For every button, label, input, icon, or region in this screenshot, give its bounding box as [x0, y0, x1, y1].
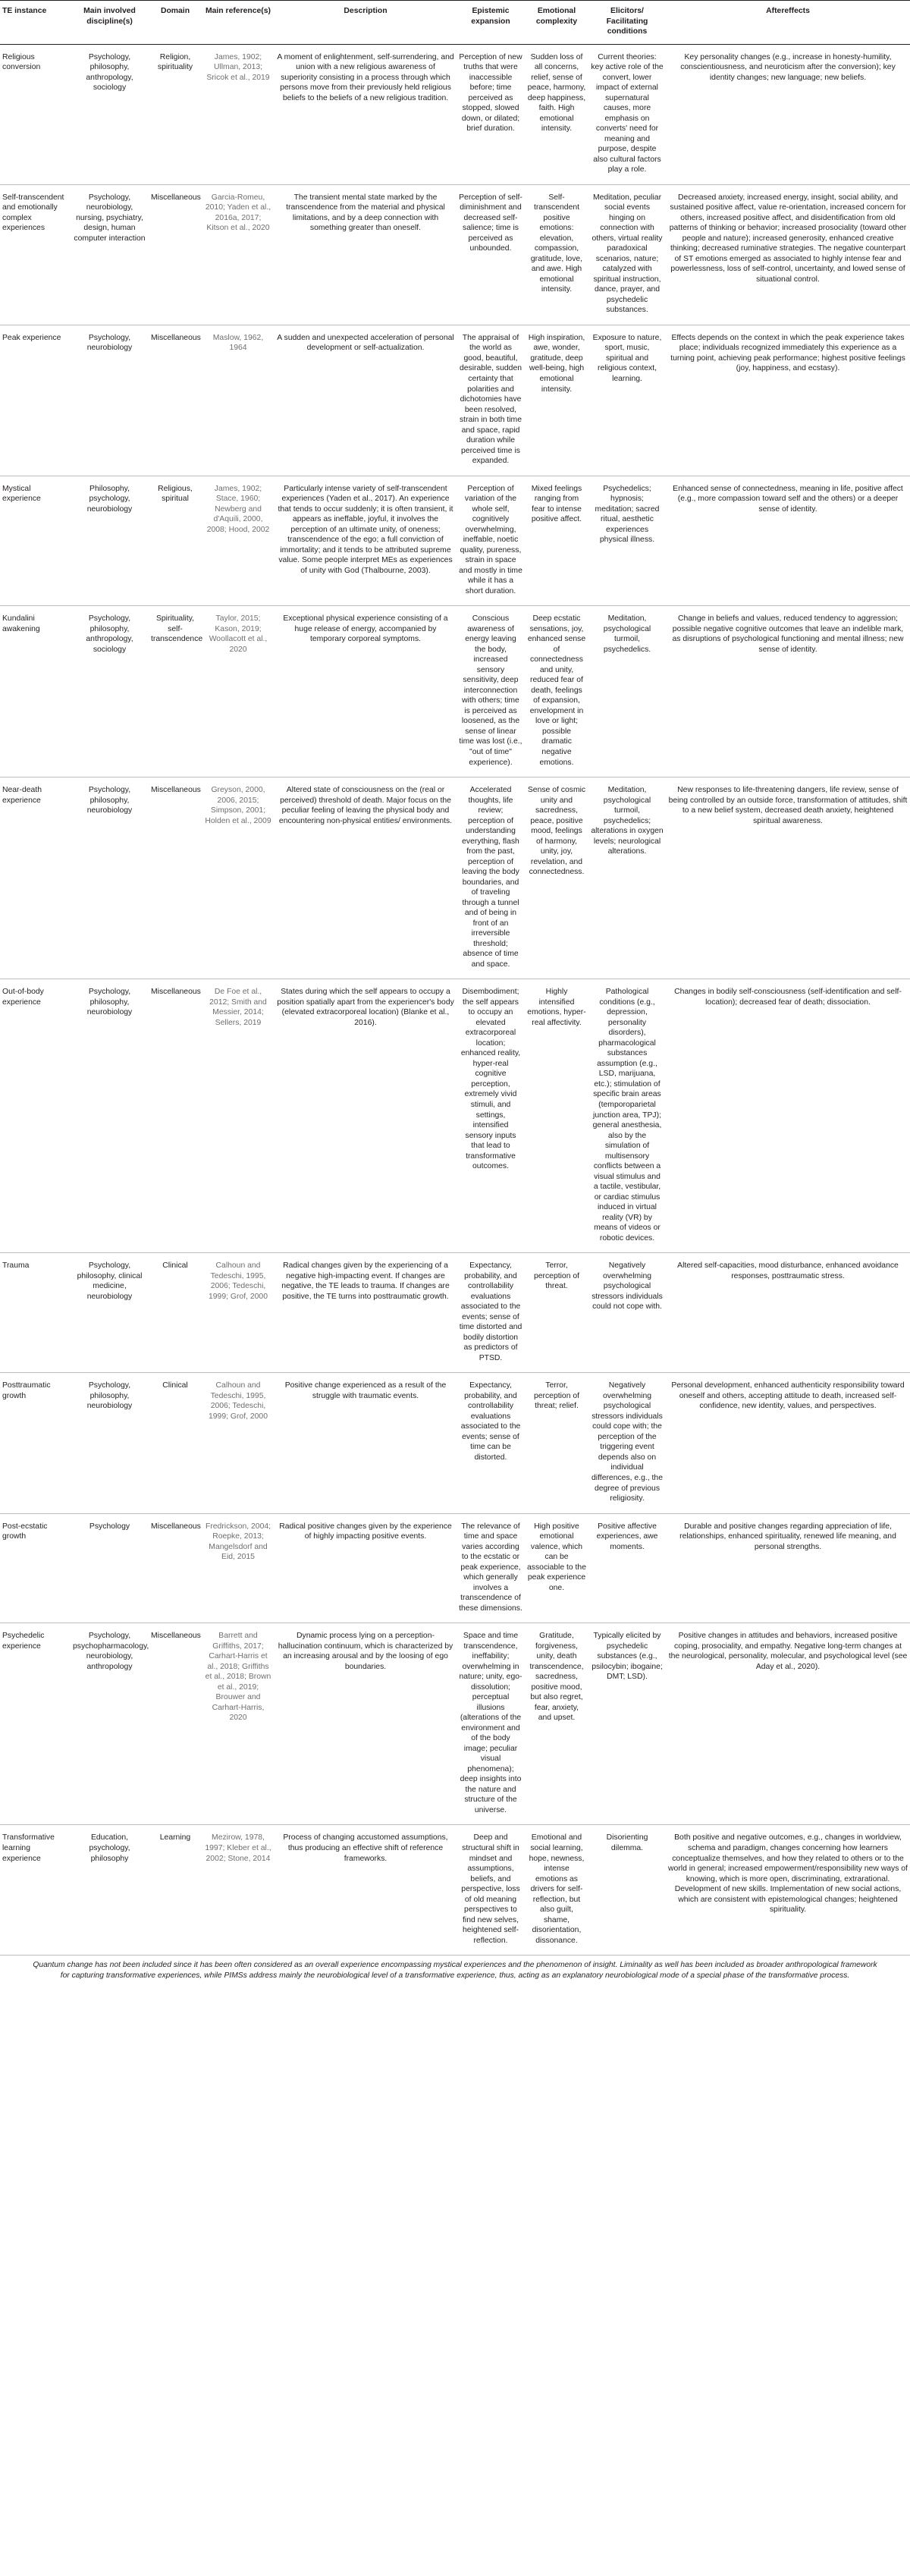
aftereffects-cell: Enhanced sense of connectedness, meaning in life, positive affect (e.g., more compassion toward self and the others) or a deeper sense of identity.: [666, 476, 910, 606]
elicitors-cell: Meditation, psychological turmoil, psychedelics.: [588, 606, 666, 778]
epistemic-cell: The appraisal of the world as good, beautiful, desirable, sudden certainty that polarities and dichotomies have been resolved, strain in both time and space, rapid duration while perceived time is expanded.: [457, 325, 525, 476]
elicitors-cell: Meditation, psychological turmoil, psychedelics; alterations in oxygen levels; neurological alterations.: [588, 778, 666, 979]
table-row: [0, 1253, 910, 1373]
domain-cell: Miscellaneous: [149, 325, 202, 476]
elicitors-cell: Disorienting dilemma.: [588, 1825, 666, 1956]
elicitors-cell: Negatively overwhelming psychological stressors individuals could cope with; the perception of the triggering event depends also on individual differences, e.g., the degree of previous religiosity.: [588, 1373, 666, 1513]
aftereffects-cell: Decreased anxiety, increased energy, insight, social ability, and sustained positive affect, value re-orientation, increased concern for others, increased positive affect, and disidentification from old patterns of thinking or behavior; increased prosociality (toward other people and nature); increased generosity, enhanced creative thinking; decreased ruminative strategies. The negative counterpart of ST emotions emerged as associated to highly intense fear and powerlessness, loss of self-control, uncertainty, and lowed sense of situational control.: [666, 184, 910, 325]
description-cell: Altered state of consciousness on the (real or perceived) threshold of death. Major focus on the peculiar feeling of leaving the physical body and encountering non-physical entities/ environments.: [275, 778, 457, 979]
te-instance-cell: Near-death experience: [0, 778, 71, 979]
disciplines-cell: Philosophy, psychology, neurobiology: [71, 476, 149, 606]
header-cell: TE instance: [0, 1, 71, 45]
domain-cell: Religion, spirituality: [149, 44, 202, 184]
epistemic-cell: Expectancy, probability, and controllability evaluations associated to the events; sense of time can be distorted.: [457, 1373, 525, 1513]
emotional-cell: Gratitude, forgiveness, unity, death transcendence, sacredness, positive mood, but also regret, fear, anxiety, and upset.: [525, 1623, 588, 1825]
references-cell: Garcia-Romeu, 2010; Yaden et al., 2016a, 2017; Kitson et al., 2020: [202, 184, 275, 325]
description-cell: Radical positive changes given by the experience of highly impacting positive events.: [275, 1513, 457, 1623]
header-row: [0, 1, 910, 45]
te-instance-cell: Posttraumatic growth: [0, 1373, 71, 1513]
emotional-cell: Emotional and social learning, hope, newness, intense emotions as drivers for self-reflection, but also guilt, shame, disorientation, dissonance.: [525, 1825, 588, 1956]
references-cell: Fredrickson, 2004; Roepke, 2013; Mangelsdorf and Eid, 2015: [202, 1513, 275, 1623]
header-cell: Domain: [149, 1, 202, 45]
domain-cell: Spirituality, self-transcendence: [149, 606, 202, 778]
emotional-cell: Self-transcendent positive emotions: elevation, compassion, gratitude, love, and awe. High emotional intensity.: [525, 184, 588, 325]
table-row: [0, 1373, 910, 1513]
table-row: [0, 476, 910, 606]
table-row: [0, 325, 910, 476]
description-cell: Particularly intense variety of self-transcendent experiences (Yaden et al., 2017). An experience that tends to occur suddenly; it is often transient, it appears as ineffable, joyful, it involves the perception of an ultimate unity, of oneness; transcendence of the ego; a full conviction of immortality; and it tends to be attributed supreme value. Some people interpret MEs as experiences of unity with God (Thalbourne, 2003).: [275, 476, 457, 606]
references-cell: Calhoun and Tedeschi, 1995, 2006; Tedeschi, 1999; Grof, 2000: [202, 1253, 275, 1373]
domain-cell: Learning: [149, 1825, 202, 1956]
description-cell: A moment of enlightenment, self-surrendering, and union with a new religious awareness of superiority consisting in a process through which persons move from their previously held religious beliefs to the beliefs of a new religious tradition.: [275, 44, 457, 184]
description-cell: A sudden and unexpected acceleration of personal development or self-actualization.: [275, 325, 457, 476]
te-instance-cell: Psychedelic experience: [0, 1623, 71, 1825]
aftereffects-cell: Altered self-capacities, mood disturbance, enhanced avoidance responses, posttraumatic stress.: [666, 1253, 910, 1373]
table-row: [0, 778, 910, 979]
table-row: [0, 979, 910, 1253]
emotional-cell: Sudden loss of all concerns, relief, sense of peace, harmony, deep happiness, faith. High emotional intensity.: [525, 44, 588, 184]
domain-cell: Clinical: [149, 1373, 202, 1513]
header-cell: Elicitors/ Facilitating conditions: [588, 1, 666, 45]
table-footnote: Quantum change has not been included since it has been often considered as an overall experience encompassing mystical experiences and the phenomenon of insight. Liminality as well has been included as broader anthropological framework for capturing transformative experiences, while PIMSs address mainly the neurobiological level of a transformative experience, thus, acting as an explanatory neurobiological mode of a special phase of the transformative process.: [33, 1961, 877, 1981]
description-cell: States during which the self appears to occupy a position spatially apart from the experiencer's body (elevated extracorporeal location) (Blanke et al., 2016).: [275, 979, 457, 1253]
aftereffects-cell: Change in beliefs and values, reduced tendency to aggression; possible negative cognitive outcomes that leave an indelible mark, as disruptions of psychological functioning and mental illness; new sense of identity.: [666, 606, 910, 778]
elicitors-cell: Typically elicited by psychedelic substances (e.g., psilocybin; ibogaine; DMT; LSD).: [588, 1623, 666, 1825]
description-cell: Process of changing accustomed assumptions, thus producing an effective shift of reference frameworks.: [275, 1825, 457, 1956]
epistemic-cell: Perception of variation of the whole self, cognitively overwhelming, ineffable, noetic quality, pureness, strain in space and mostly in time while it has a short duration.: [457, 476, 525, 606]
references-cell: Mezirow, 1978, 1997; Kleber et al., 2002; Stone, 2014: [202, 1825, 275, 1956]
epistemic-cell: Disembodiment; the self appears to occupy an elevated extracorporeal location; enhanced reality, hyper-real cognitive perception, extremely vivid stimuli, and settings, intensified sensory inputs that lead to transformative outcomes.: [457, 979, 525, 1253]
epistemic-cell: Accelerated thoughts, life review; perception of understanding everything, flash from the past, perception of leaving the body boundaries, and of traveling through a tunnel and of being in front of an irreversible threshold; absence of time and space.: [457, 778, 525, 979]
disciplines-cell: Psychology, philosophy, anthropology, sociology: [71, 44, 149, 184]
domain-cell: Miscellaneous: [149, 184, 202, 325]
references-cell: Greyson, 2000, 2006, 2015; Simpson, 2001; Holden et al., 2009: [202, 778, 275, 979]
aftereffects-cell: Both positive and negative outcomes, e.g., changes in worldview, schema and paradigm, changes concerning how learners conceptualize themselves, and how they related to others or to the world in general; increased empowerment/responsibility new ways of knowing, which is more open, discriminating, extrarational. Development of new skills. Implementation of new social actions, which are consistent with epistemological changes; heightened spirituality.: [666, 1825, 910, 1956]
description-cell: Radical changes given by the experiencing of a negative high-impacting event. If changes are negative, the TE leads to trauma. If changes are positive, the TE turns into posttraumatic growth.: [275, 1253, 457, 1373]
header-cell: Description: [275, 1, 457, 45]
header-cell: Emotional complexity: [525, 1, 588, 45]
disciplines-cell: Psychology, neurobiology: [71, 325, 149, 476]
aftereffects-cell: Key personality changes (e.g., increase in honesty-humility, conscientiousness, and neuroticism after the conversion); key identity changes; new language; new beliefs.: [666, 44, 910, 184]
references-cell: James, 1902; Stace, 1960; Newberg and d'Aquili, 2000, 2008; Hood, 2002: [202, 476, 275, 606]
elicitors-cell: Psychedelics; hypnosis; meditation; sacred ritual, aesthetic experiences physical illness.: [588, 476, 666, 606]
emotional-cell: Mixed feelings ranging from fear to intense positive affect.: [525, 476, 588, 606]
disciplines-cell: Psychology, philosophy, clinical medicine, neurobiology: [71, 1253, 149, 1373]
table-body: [0, 44, 910, 1956]
epistemic-cell: Perception of self-diminishment and decreased self-salience; time is perceived as unbounded.: [457, 184, 525, 325]
te-instance-cell: Out-of-body experience: [0, 979, 71, 1253]
table-row: [0, 1513, 910, 1623]
description-cell: Positive change experienced as a result of the struggle with traumatic events.: [275, 1373, 457, 1513]
aftereffects-cell: New responses to life-threatening dangers, life review, sense of being controlled by an outside force, transformation of attitudes, shift to a new belief system, decreased death anxiety, heightened spiritual awareness.: [666, 778, 910, 979]
epistemic-cell: Conscious awareness of energy leaving the body, increased sensory sensitivity, deep interconnection with others; time is perceived as loosened, as the sense of linear time was lost (i.e., "out of time" experience).: [457, 606, 525, 778]
table-row: [0, 1825, 910, 1956]
disciplines-cell: Education, psychology, philosophy: [71, 1825, 149, 1956]
disciplines-cell: Psychology: [71, 1513, 149, 1623]
elicitors-cell: Pathological conditions (e.g., depression, personality disorders), pharmacological substances assumption (e.g., LSD, marijuana, etc.); stimulation of specific brain areas (temporoparietal junction area, TPJ); general anesthesia, also by the simulation of multisensory conflicts between a visual stimulus and a tactile, vestibular, or cardiac stimulus induced in virtual reality (VR) by means of videos or robotic devices.: [588, 979, 666, 1253]
te-instance-cell: Post-ecstatic growth: [0, 1513, 71, 1623]
te-instance-cell: Self-transcendent and emotionally complex experiences: [0, 184, 71, 325]
references-cell: De Foe et al., 2012; Smith and Messier, 2014; Sellers, 2019: [202, 979, 275, 1253]
te-instance-cell: Peak experience: [0, 325, 71, 476]
elicitors-cell: Current theories: key active role of the convert, lower impact of external supernatural causes, more emphasis on converts' need for meaning and purpose, despite also cultural factors play a role.: [588, 44, 666, 184]
header-cell: Aftereffects: [666, 1, 910, 45]
te-instance-cell: Trauma: [0, 1253, 71, 1373]
table-row: [0, 1623, 910, 1825]
aftereffects-cell: Personal development, enhanced authenticity responsibility toward oneself and others, accepting attitude to death, increased self-confidence, new identity, values, and perspectives.: [666, 1373, 910, 1513]
references-cell: Taylor, 2015; Kason, 2019; Woollacott et al., 2020: [202, 606, 275, 778]
description-cell: The transient mental state marked by the transcendence from the material and physical limitations, and by a deep connection with something greater than oneself.: [275, 184, 457, 325]
te-instance-cell: Kundalini awakening: [0, 606, 71, 778]
header-cell: Main involved discipline(s): [71, 1, 149, 45]
table-row: [0, 184, 910, 325]
emotional-cell: High positive emotional valence, which can be associable to the peak experience one.: [525, 1513, 588, 1623]
description-cell: Exceptional physical experience consisting of a huge release of energy, accompanied by temporary corporeal symptoms.: [275, 606, 457, 778]
elicitors-cell: Exposure to nature, sport, music, spiritual and religious context, learning.: [588, 325, 666, 476]
elicitors-cell: Negatively overwhelming psychological stressors individuals could not cope with.: [588, 1253, 666, 1373]
disciplines-cell: Psychology, psychopharmacology, neurobiology, anthropology: [71, 1623, 149, 1825]
epistemic-cell: Expectancy, probability, and controllability evaluations associated to the events; sense of time distorted and bodily distortion as predictors of PTSD.: [457, 1253, 525, 1373]
epistemic-cell: Deep and structural shift in mindset and assumptions, beliefs, and perspective, loss of old meaning perspectives to find new selves, heightened self-reflection.: [457, 1825, 525, 1956]
aftereffects-cell: Positive changes in attitudes and behaviors, increased positive coping, prosociality, and empathy. Negative long-term changes at the neurological, personality, molecular, and psychological level (see Aday et al., 2020).: [666, 1623, 910, 1825]
domain-cell: Clinical: [149, 1253, 202, 1373]
header-cell: Main reference(s): [202, 1, 275, 45]
description-cell: Dynamic process lying on a perception-hallucination continuum, which is characterized by an increasing arousal and by the loosing of ego boundaries.: [275, 1623, 457, 1825]
aftereffects-cell: Durable and positive changes regarding appreciation of life, relationships, enhanced spirituality, renewed life meaning, and personal strengths.: [666, 1513, 910, 1623]
te-instance-cell: Mystical experience: [0, 476, 71, 606]
domain-cell: Miscellaneous: [149, 1623, 202, 1825]
disciplines-cell: Psychology, philosophy, neurobiology: [71, 979, 149, 1253]
domain-cell: Miscellaneous: [149, 1513, 202, 1623]
emotional-cell: Terror, perception of threat.: [525, 1253, 588, 1373]
references-cell: James, 1902; Ullman, 2013; Sricok et al., 2019: [202, 44, 275, 184]
domain-cell: Religious, spiritual: [149, 476, 202, 606]
emotional-cell: Sense of cosmic unity and sacredness, peace, positive mood, feelings of harmony, unity, joy, revelation, and connectedness.: [525, 778, 588, 979]
disciplines-cell: Psychology, philosophy, anthropology, sociology: [71, 606, 149, 778]
emotional-cell: High inspiration, awe, wonder, gratitude, deep well-being, high emotional intensity.: [525, 325, 588, 476]
emotional-cell: Highly intensified emotions, hyper-real affectivity.: [525, 979, 588, 1253]
references-cell: Calhoun and Tedeschi, 1995, 2006; Tedeschi, 1999; Grof, 2000: [202, 1373, 275, 1513]
aftereffects-cell: Effects depends on the context in which the peak experience takes place; individuals recognized immediately this experience as a turning point, achieving peak performance; highest positive feelings (joy, happiness, and ecstasy).: [666, 325, 910, 476]
domain-cell: Miscellaneous: [149, 979, 202, 1253]
domain-cell: Miscellaneous: [149, 778, 202, 979]
te-instance-cell: Religious conversion: [0, 44, 71, 184]
epistemic-cell: The relevance of time and space varies according to the ecstatic or peak experience, which generally involves a transcendence of these dimensions.: [457, 1513, 525, 1623]
disciplines-cell: Psychology, neurobiology, nursing, psychiatry, design, human computer interaction: [71, 184, 149, 325]
references-cell: Barrett and Griffiths, 2017; Carhart-Harris et al., 2018; Griffiths et al., 2018; Brown et al., 2019; Brouwer and Carhart-Harris, 2020: [202, 1623, 275, 1825]
epistemic-cell: Perception of new truths that were inaccessible before; time perceived as stopped, slowed down, or dilated; brief duration.: [457, 44, 525, 184]
emotional-cell: Terror, perception of threat; relief.: [525, 1373, 588, 1513]
references-cell: Maslow, 1962, 1964: [202, 325, 275, 476]
header-cell: Epistemic expansion: [457, 1, 525, 45]
aftereffects-cell: Changes in bodily self-consciousness (self-identification and self-location); decreased fear of death; dissociation.: [666, 979, 910, 1253]
emotional-cell: Deep ecstatic sensations, joy, enhanced sense of connectedness and unity, reduced fear of death, feelings of expansion, envelopment in love or light; possible dramatic negative emotions.: [525, 606, 588, 778]
epistemic-cell: Space and time transcendence, ineffability; overwhelming in nature; unity, ego-dissolution; perceptual illusions (alterations of the environment and of the body image; peculiar visual phenomena); deep insights into the nature and structure of the universe.: [457, 1623, 525, 1825]
te-instance-cell: Transformative learning experience: [0, 1825, 71, 1956]
disciplines-cell: Psychology, philosophy, neurobiology: [71, 1373, 149, 1513]
elicitors-cell: Positive affective experiences, awe moments.: [588, 1513, 666, 1623]
elicitors-cell: Meditation, peculiar social events hinging on connection with others, virtual reality paradoxical scenarios, nature; catalyzed with spiritual instruction, dance, prayer, and psychedelic substances.: [588, 184, 666, 325]
disciplines-cell: Psychology, philosophy, neurobiology: [71, 778, 149, 979]
table-row: [0, 606, 910, 778]
table-row: [0, 44, 910, 184]
